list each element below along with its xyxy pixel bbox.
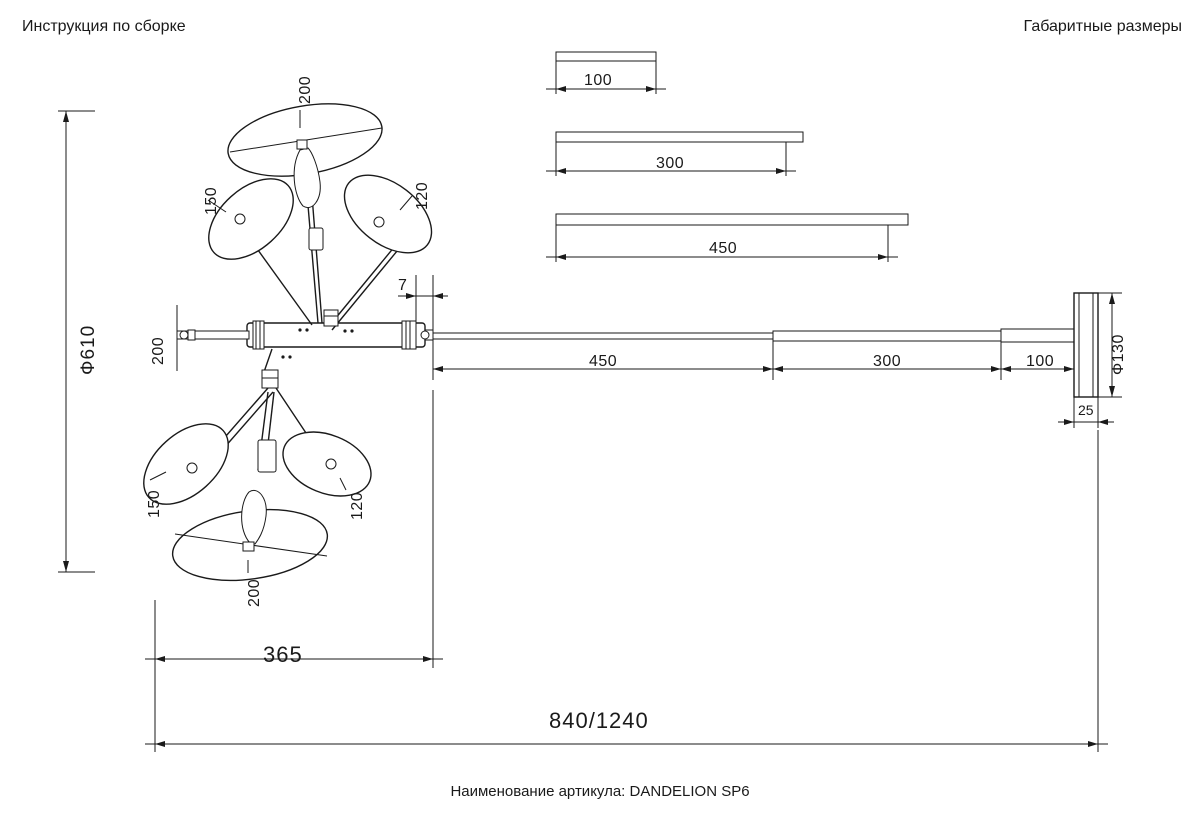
overall-width-dimension: [145, 430, 1108, 752]
page-title-left: Инструкция по сборке: [22, 18, 186, 35]
shade-bottom-150-label: 150: [146, 489, 163, 518]
segment-450-label: 450: [589, 353, 618, 370]
horizontal-rod-assembly: [433, 329, 1074, 342]
canopy-thickness-label: 25: [1078, 402, 1094, 418]
segment-100-label: 100: [1026, 353, 1055, 370]
shade-bottom-200-label: 200: [246, 578, 263, 607]
page-title-right: Габаритные размеры: [1023, 18, 1182, 35]
arm-200-label: 200: [150, 336, 167, 365]
shade-top-200-label: 200: [297, 75, 314, 104]
overall-width-label: 840/1240: [549, 708, 649, 733]
segment-300-label: 300: [873, 353, 902, 370]
overall-height-label: Ф610: [78, 324, 99, 375]
rod-300-dimension-label: 300: [656, 155, 685, 172]
shade-bottom-120-label: 120: [349, 491, 366, 520]
article-name-label: Наименование артикула: DANDELION SP6: [450, 783, 750, 800]
rod-segment-dimensions: [433, 339, 1074, 397]
shade-top-150-label: 150: [203, 186, 220, 215]
offset-7-label: 7: [398, 277, 408, 294]
canopy-diameter-label: Ф130: [1110, 334, 1127, 375]
base-width-label: 365: [263, 642, 303, 667]
shade-top-120-label: 120: [414, 181, 431, 210]
rod-450-dimension-label: 450: [709, 240, 738, 257]
rod-100-dimension-label: 100: [584, 72, 613, 89]
lower-shade-cluster: [129, 349, 381, 590]
